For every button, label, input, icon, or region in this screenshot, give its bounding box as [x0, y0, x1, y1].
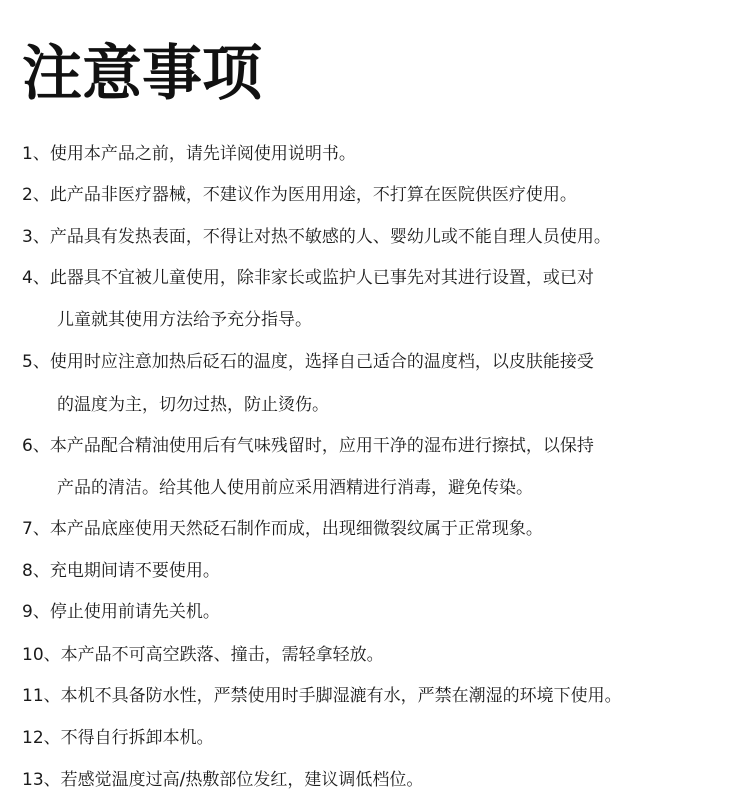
list-item-3: 3、产品具有发热表面，不得让对热不敏感的人、婴幼儿或不能自理人员使用。 — [22, 227, 611, 247]
list-item-9: 9、停止使用前请先关机。 — [22, 602, 220, 622]
list-item-5: 5、使用时应注意加热后砭石的温度，选择自己适合的温度档，以皮肤能接受 — [22, 352, 594, 372]
list-item-1: 1、使用本产品之前，请先详阅使用说明书。 — [22, 144, 356, 164]
list-item-11: 11、本机不具备防水性，严禁使用时手脚湿漉有水，严禁在潮湿的环境下使用。 — [22, 686, 622, 706]
list-item-12: 12、不得自行拆卸本机。 — [22, 728, 214, 748]
list-item-6-continued: 产品的清洁。给其他人使用前应采用酒精进行消毒，避免传染。 — [57, 478, 533, 498]
list-item-13: 13、若感觉温度过高/热敷部位发红，建议调低档位。 — [22, 770, 424, 790]
list-item-6: 6、本产品配合精油使用后有气味残留时，应用干净的湿布进行擦拭，以保持 — [22, 436, 594, 456]
page-title: 注意事项 — [22, 39, 262, 109]
list-item-7: 7、本产品底座使用天然砭石制作而成，出现细微裂纹属于正常现象。 — [22, 519, 543, 539]
list-item-4-continued: 儿童就其使用方法给予充分指导。 — [57, 310, 312, 330]
list-item-4: 4、此器具不宜被儿童使用，除非家长或监护人已事先对其进行设置，或已对 — [22, 268, 594, 288]
list-item-5-continued: 的温度为主，切勿过热，防止烫伤。 — [57, 395, 329, 415]
list-item-2: 2、此产品非医疗器械，不建议作为医用用途，不打算在医院供医疗使用。 — [22, 185, 577, 205]
list-item-8: 8、充电期间请不要使用。 — [22, 561, 220, 581]
list-item-10: 10、本产品不可高空跌落、撞击，需轻拿轻放。 — [22, 645, 384, 665]
